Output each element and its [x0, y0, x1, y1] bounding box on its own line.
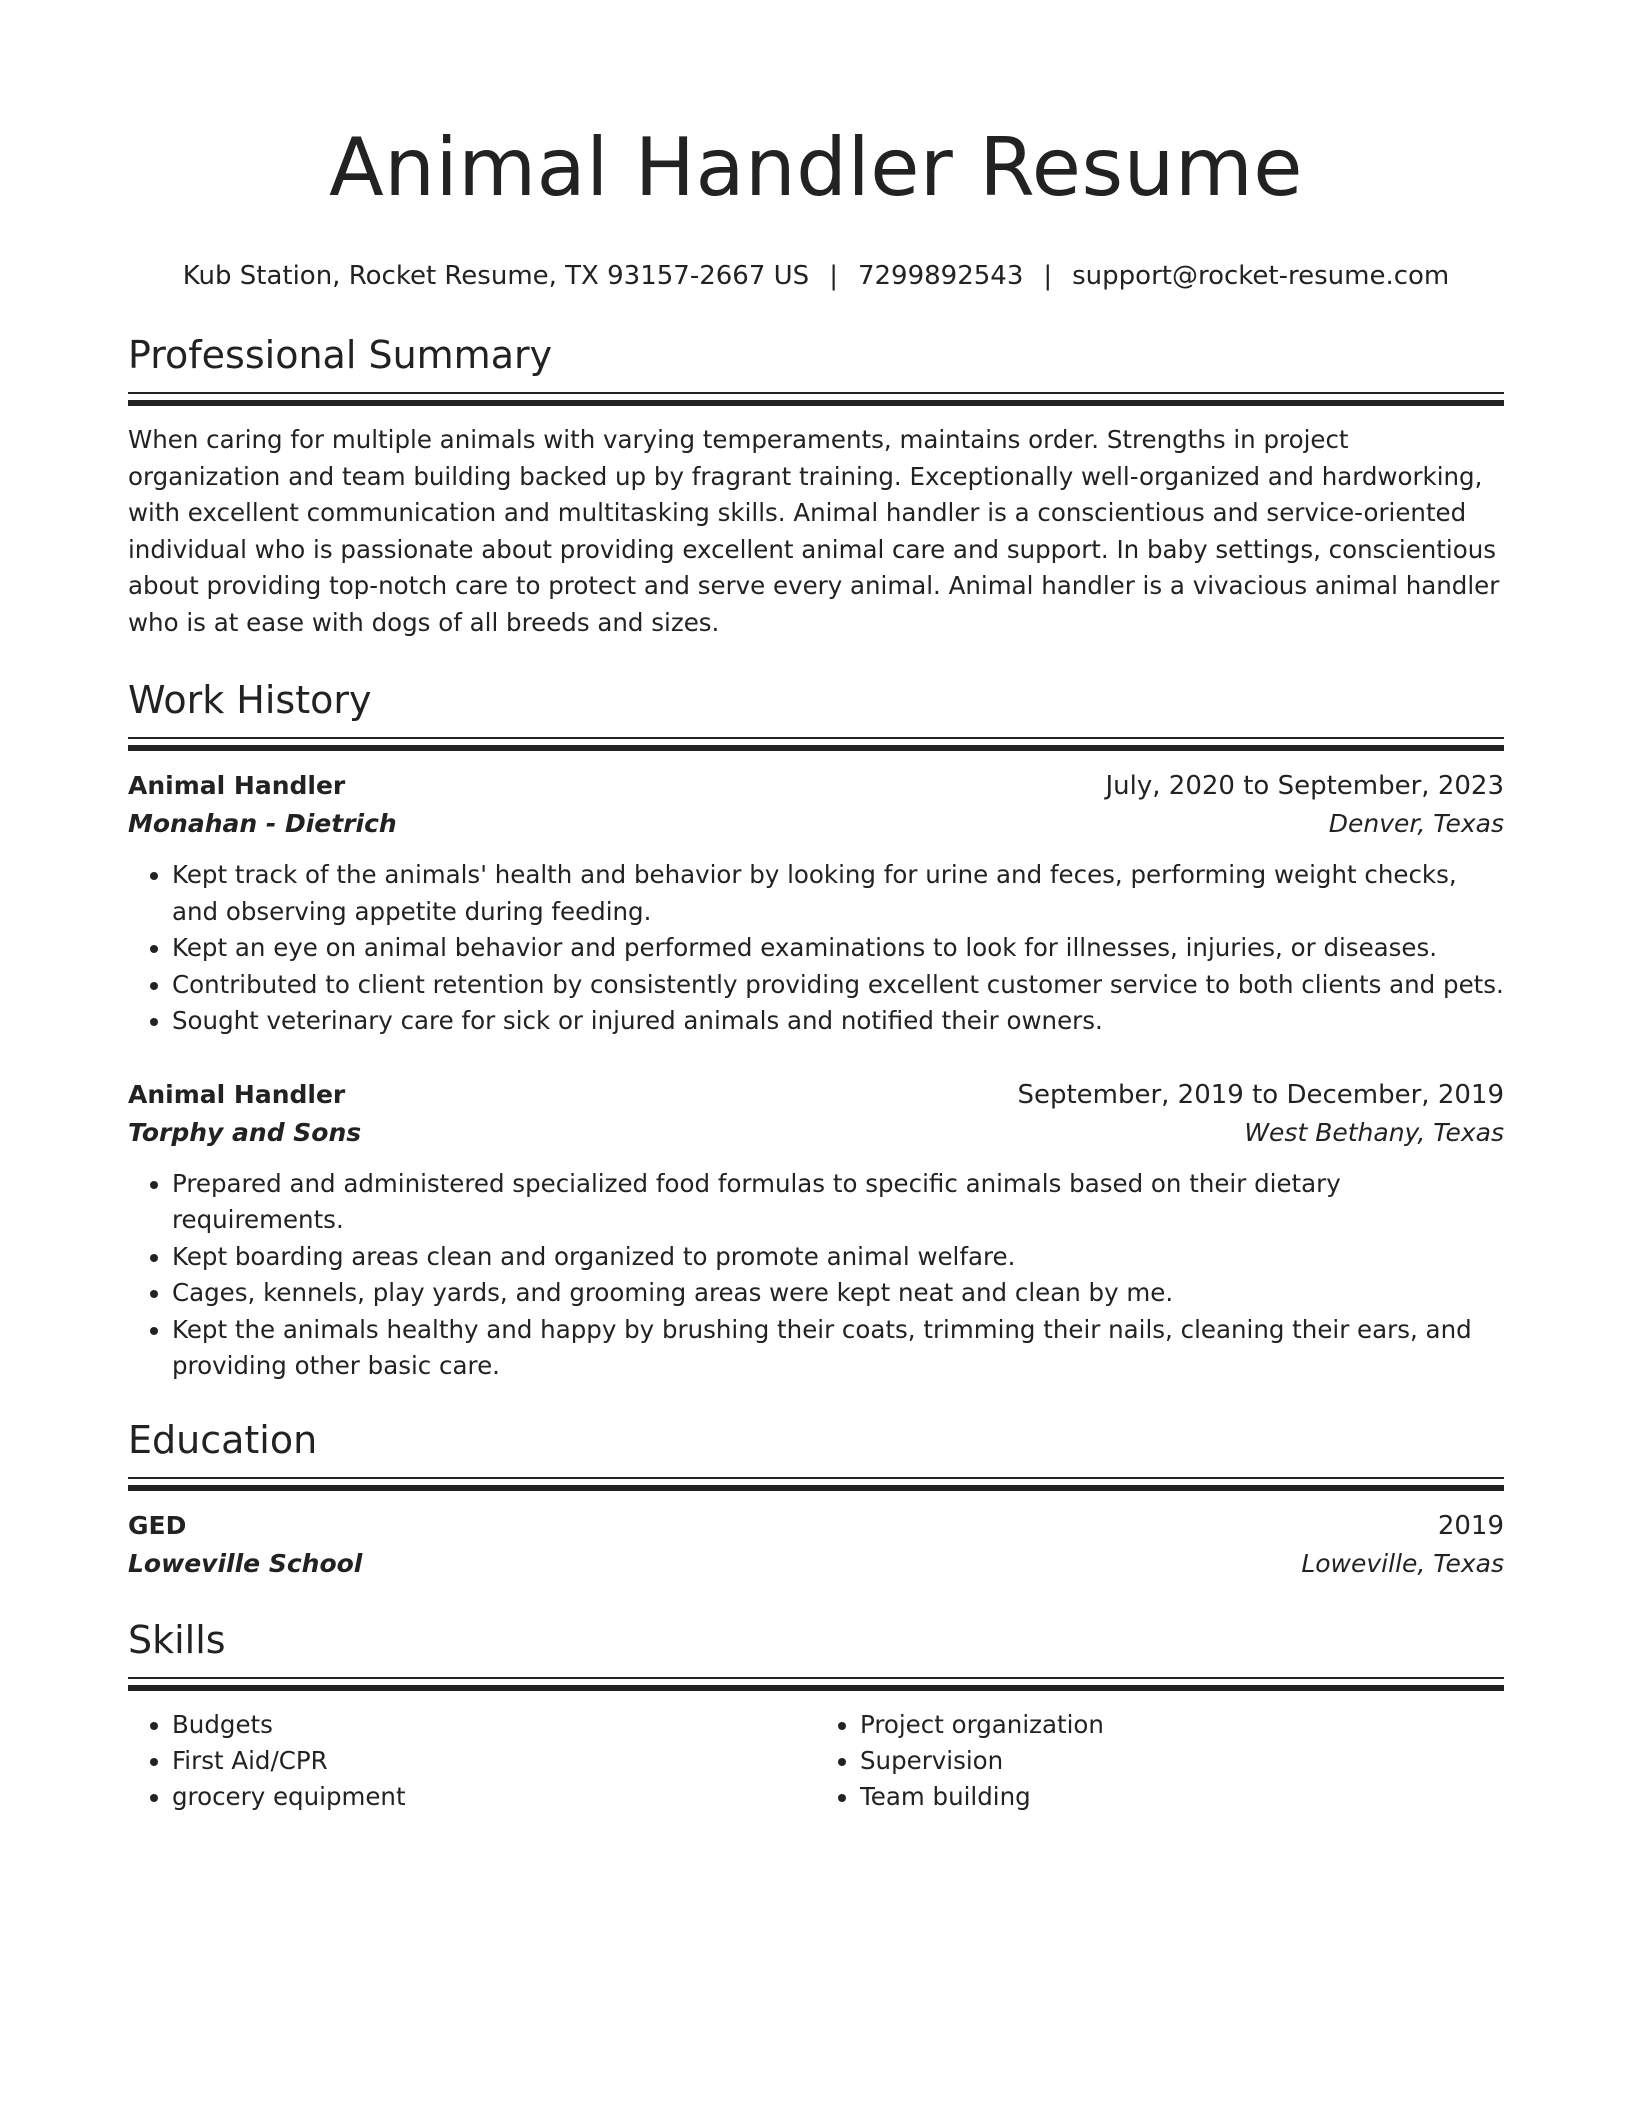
job-entry — [128, 1076, 1504, 1385]
education-year: 2019 — [1437, 1510, 1504, 1541]
list-item: • Kept an eye on animal behavior and performed examinations to look for illnesses, injuries, or diseases. — [172, 930, 1504, 967]
contact-email: support@rocket-resume.com — [1072, 261, 1450, 291]
job-duties-list — [128, 857, 1504, 1040]
job-location: West Bethany, Texas — [1244, 1117, 1504, 1147]
list-item: • Budgets — [172, 1707, 816, 1743]
skills-section — [128, 1615, 1504, 1815]
education-degree: GED — [128, 1510, 187, 1540]
job-dates: July, 2020 to September, 2023 — [1105, 771, 1504, 801]
list-item: • Kept track of the animals' health and behavior by looking for urine and feces, performing weight checks, and observing appetite during feeding. — [172, 857, 1504, 930]
skills-columns — [128, 1707, 1504, 1815]
education-section — [128, 1415, 1504, 1583]
section-heading-work: Work History — [128, 678, 372, 722]
contact-separator: | — [1043, 261, 1053, 291]
list-item: • Team building — [860, 1779, 1504, 1815]
job-dates: September, 2019 to December, 2019 — [1017, 1079, 1504, 1110]
contact-address: Kub Station, Rocket Resume, TX 93157-2667 US — [182, 261, 810, 291]
section-heading-education: Education — [128, 1417, 318, 1462]
job-location: Denver, Texas — [1328, 809, 1504, 838]
education-school: Loweville School — [128, 1548, 363, 1578]
resume-title: Animal Handler Resume — [329, 121, 1303, 214]
education-degree-row — [128, 1507, 1504, 1545]
job-header-row — [128, 1076, 1504, 1114]
list-item: • Kept the animals healthy and happy by brushing their coats, trimming their nails, cleaning their ears, and providing other basic care. — [172, 1312, 1504, 1385]
job-company: Torphy and Sons — [128, 1117, 362, 1147]
list-item: • Prepared and administered specialized food formulas to specific animals based on their dietary requirements. — [172, 1166, 1504, 1239]
list-item: • Cages, kennels, play yards, and grooming areas were kept neat and clean by me. — [172, 1275, 1504, 1312]
contact-line — [128, 258, 1504, 294]
summary-text: When caring for multiple animals with varying temperaments, maintains order. Strengths in project organization and team building backed up by fragrant training. Exceptionally well-organized and hardworking, with excellent communication and multitasking skills. Animal handler is a conscientious and service-oriented individual who is passionate about providing excellent animal care and support. In baby settings, conscientious about providing top-notch care to protect and serve every animal. Animal handler is a vivacious animal handler who is at ease with dogs of all breeds and sizes. — [128, 425, 1500, 637]
skills-list-left — [128, 1707, 816, 1815]
job-company-row — [128, 805, 1504, 843]
section-divider — [128, 1677, 1504, 1691]
list-item: • Supervision — [860, 1743, 1504, 1779]
job-header-row — [128, 767, 1504, 805]
section-heading-skills: Skills — [128, 1617, 226, 1662]
job-duties-list — [128, 1166, 1504, 1385]
section-heading-summary: Professional Summary — [128, 333, 553, 377]
skills-list-right — [816, 1707, 1504, 1815]
list-item: • Contributed to client retention by consistently providing excellent customer service to both clients and pets. — [172, 967, 1504, 1004]
work-history-section — [128, 675, 1504, 1385]
summary-section — [128, 330, 1504, 641]
section-divider — [128, 737, 1504, 751]
job-company-row — [128, 1114, 1504, 1152]
list-item: • Project organization — [860, 1707, 1504, 1743]
contact-phone: 7299892543 — [857, 261, 1024, 291]
education-school-row — [128, 1545, 1504, 1583]
list-item: • Kept boarding areas clean and organized to promote animal welfare. — [172, 1239, 1504, 1276]
section-divider — [128, 392, 1504, 406]
section-divider — [128, 1477, 1504, 1491]
education-location: Loweville, Texas — [1301, 1548, 1504, 1578]
list-item: • First Aid/CPR — [172, 1743, 816, 1779]
job-company: Monahan - Dietrich — [128, 809, 397, 838]
contact-separator: | — [829, 261, 838, 291]
job-title: Animal Handler — [128, 1079, 346, 1109]
list-item: • grocery equipment — [172, 1779, 816, 1815]
job-title: Animal Handler — [128, 771, 346, 800]
list-item: • Sought veterinary care for sick or injured animals and notified their owners. — [172, 1003, 1504, 1040]
job-entry — [128, 767, 1504, 1040]
